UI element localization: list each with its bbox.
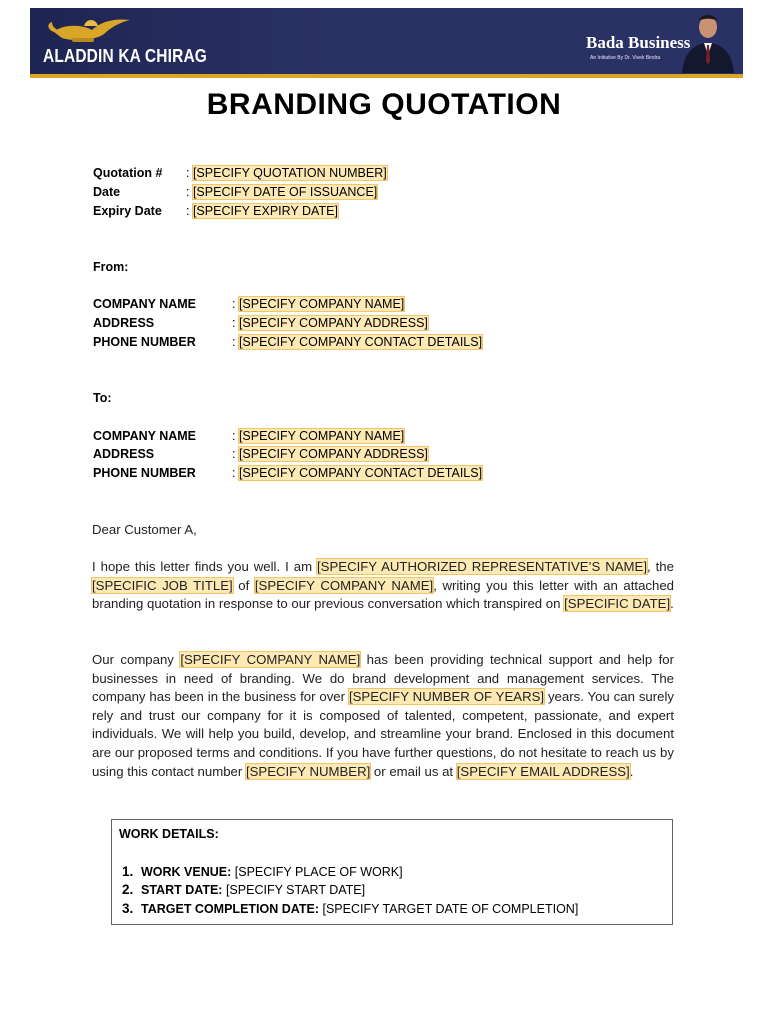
- salutation: Dear Customer A,: [92, 522, 197, 537]
- field-value: : [SPECIFY COMPANY NAME]: [232, 429, 405, 443]
- field-value: : [SPECIFY COMPANY NAME]: [232, 297, 405, 311]
- placeholder-highlight: [SPECIFY COMPANY NAME]: [238, 429, 405, 443]
- field-value: : [SPECIFY DATE OF ISSUANCE]: [186, 185, 378, 199]
- field-label: ADDRESS: [93, 447, 155, 461]
- presenter-portrait-icon: [678, 11, 736, 73]
- placeholder-highlight: [SPECIFY COMPANY ADDRESS]: [238, 316, 428, 330]
- placeholder-highlight: [SPECIFY NUMBER]: [245, 763, 371, 779]
- letter-paragraph-1: [92, 558, 674, 614]
- field-label: Expiry Date: [93, 204, 162, 218]
- letter-text: years. You can surely rely and trust our company for it is composed of talented, competent, passionate, and expert individuals. We will help you build, develop, and streamline your brand. Enclosed in this document are our proposed terms and conditions. If you have further questions, do not hesitate to reach us by using this contact number: [92, 689, 674, 779]
- letter-text: , writing you this letter with an attached branding quotation in response to our previous conversation which transpired on: [92, 577, 675, 612]
- magic-lamp-icon: [44, 12, 144, 46]
- field-value: : [SPECIFY EXPIRY DATE]: [186, 204, 338, 218]
- placeholder-highlight: [SPECIFY QUOTATION NUMBER]: [192, 166, 387, 180]
- bada-business-tagline: An Initiative By Dr. Vivek Bindra: [590, 55, 661, 61]
- placeholder-highlight: [SPECIFY EMAIL ADDRESS]: [456, 763, 630, 779]
- work-item: [122, 864, 403, 879]
- placeholder-highlight: [SPECIFIC JOB TITLE]: [92, 577, 233, 593]
- field-label: COMPANY NAME: [93, 297, 197, 311]
- placeholder-highlight: [SPECIFY AUTHORIZED REPRESENTATIVE’S NAME]: [317, 559, 647, 574]
- field-label: Date: [93, 185, 121, 199]
- bada-business-logo: Bada Business: [586, 33, 691, 52]
- letter-text: or email us at: [370, 763, 457, 779]
- placeholder-highlight: [SPECIFY COMPANY NAME]: [254, 577, 434, 593]
- work-item-number: 1.: [122, 864, 134, 879]
- work-item-label: WORK VENUE:: [141, 865, 232, 879]
- work-item-label: START DATE:: [141, 883, 223, 897]
- work-item-number: 3.: [122, 901, 134, 916]
- placeholder-highlight: [SPECIFY COMPANY CONTACT DETAILS]: [238, 335, 483, 349]
- work-item: [122, 882, 365, 897]
- placeholder-highlight: [SPECIFY COMPANY NAME]: [238, 297, 405, 311]
- work-details-title: WORK DETAILS:: [119, 827, 219, 841]
- document-title: BRANDING QUOTATION: [206, 88, 562, 121]
- letter-text: , the: [647, 559, 674, 574]
- work-details-box: [111, 819, 673, 925]
- field-value: : [SPECIFY COMPANY CONTACT DETAILS]: [232, 335, 483, 349]
- work-item-value: [SPECIFY START DATE]: [222, 883, 366, 897]
- to-heading: To:: [93, 391, 112, 405]
- field-label: ADDRESS: [93, 316, 155, 330]
- aladdin-ka-chirag-logo: ALADDIN KA CHIRAG: [43, 46, 208, 66]
- field-value: : [SPECIFY COMPANY ADDRESS]: [232, 447, 428, 461]
- letter-text: has been providing technical support and help for businesses in need of branding. We do brand development and management services. The company has been in the business for over: [92, 652, 674, 705]
- field-label: Quotation #: [93, 166, 163, 180]
- field-label: PHONE NUMBER: [93, 335, 196, 349]
- placeholder-highlight: [SPECIFY EXPIRY DATE]: [192, 204, 338, 218]
- placeholder-highlight: [SPECIFY COMPANY ADDRESS]: [238, 447, 428, 461]
- work-item-label: TARGET COMPLETION DATE:: [141, 902, 319, 916]
- header-gold-stripe: [30, 74, 743, 78]
- letter-text: I hope this letter finds you well. I am: [92, 559, 318, 574]
- placeholder-highlight: [SPECIFY NUMBER OF YEARS]: [348, 689, 545, 705]
- letter-paragraph-2: [92, 651, 674, 781]
- work-item-value: [SPECIFY PLACE OF WORK]: [231, 865, 403, 879]
- work-item-value: [SPECIFY TARGET DATE OF COMPLETION]: [319, 902, 579, 916]
- letter-text: of: [232, 577, 255, 593]
- placeholder-highlight: [SPECIFY DATE OF ISSUANCE]: [192, 185, 378, 199]
- field-value: : [SPECIFY COMPANY CONTACT DETAILS]: [232, 466, 483, 480]
- field-label: COMPANY NAME: [93, 429, 197, 443]
- placeholder-highlight: [SPECIFIC DATE]: [564, 596, 671, 612]
- field-label: PHONE NUMBER: [93, 466, 196, 480]
- work-item-number: 2.: [122, 882, 134, 897]
- work-item: [122, 901, 578, 916]
- letter-text: .: [629, 763, 634, 779]
- from-heading: From:: [93, 260, 129, 274]
- placeholder-highlight: [SPECIFY COMPANY NAME]: [180, 652, 361, 667]
- field-value: : [SPECIFY COMPANY ADDRESS]: [232, 316, 428, 330]
- letter-text: .: [670, 596, 674, 612]
- letter-text: Our company: [92, 652, 181, 667]
- placeholder-highlight: [SPECIFY COMPANY CONTACT DETAILS]: [238, 466, 483, 480]
- field-value: : [SPECIFY QUOTATION NUMBER]: [186, 166, 387, 180]
